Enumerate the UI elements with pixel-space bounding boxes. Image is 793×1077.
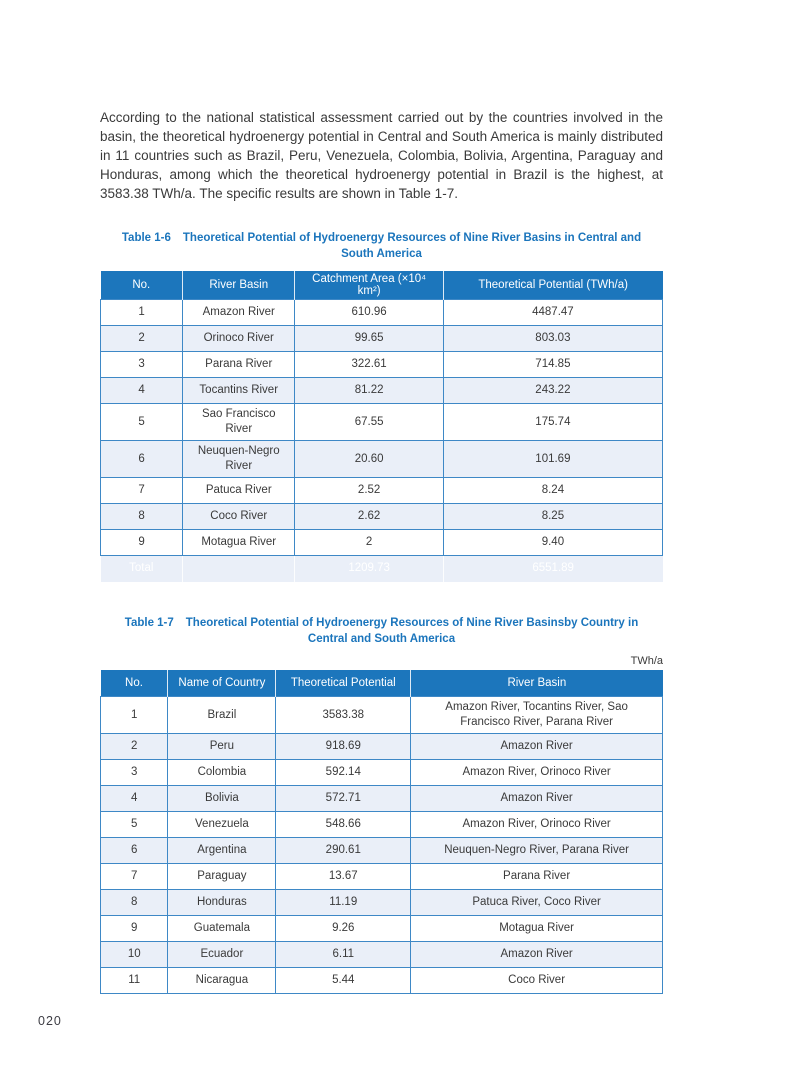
table-cell: Colombia (168, 760, 276, 786)
table-cell: 290.61 (276, 838, 411, 864)
table-cell: Amazon River (183, 300, 295, 326)
table-cell: 5 (101, 812, 168, 838)
page-number: 020 (38, 1014, 62, 1028)
table-1-7-unit-label: TWh/a (630, 654, 663, 667)
column-header: River Basin (183, 271, 295, 300)
table-cell: 2 (295, 530, 443, 556)
table-cell: 7 (101, 478, 183, 504)
table-row (101, 942, 663, 968)
table-cell: 2.52 (295, 478, 443, 504)
table-cell: 2 (101, 326, 183, 352)
total-cell: 1209.73 (295, 556, 443, 582)
table-cell: Coco River (183, 504, 295, 530)
table-row (101, 916, 663, 942)
table-cell: Motagua River (183, 530, 295, 556)
table-cell: Parana River (411, 864, 663, 890)
table-cell: 3583.38 (276, 697, 411, 734)
table-cell: Bolivia (168, 786, 276, 812)
table-row (101, 890, 663, 916)
table-cell: 6 (101, 838, 168, 864)
column-header: Catchment Area (×10⁴ km²) (295, 271, 443, 300)
table-row (101, 504, 663, 530)
table-cell: Patuca River, Coco River (411, 890, 663, 916)
table-cell: 1 (101, 300, 183, 326)
intro-paragraph: According to the national statistical assessment carried out by the countries involved in the basin, the theoretical hydroenergy potential in Central and South America is mainly distributed in 11 countries such as Brazil, Peru, Venezuela, Colombia, Bolivia, Argentina, Paraguay and Honduras, among which the theoretical hydroenergy potential in Brazil is the highest, at 3583.38 TWh/a. The specific results are shown in Table 1-7. (100, 110, 663, 201)
column-header: Theoretical Potential (TWh/a) (443, 271, 662, 300)
table-1-7 (100, 670, 663, 995)
total-cell: Total (101, 556, 183, 582)
table-row (101, 352, 663, 378)
table-row (101, 812, 663, 838)
table-cell: 714.85 (443, 352, 662, 378)
table-row (101, 760, 663, 786)
table-cell: Guatemala (168, 916, 276, 942)
table-cell: 8 (101, 504, 183, 530)
table-cell: 610.96 (295, 300, 443, 326)
table-cell: 175.74 (443, 404, 662, 441)
table-cell: 5 (101, 404, 183, 441)
table-cell: 322.61 (295, 352, 443, 378)
table-cell: 9.40 (443, 530, 662, 556)
table-1-7-caption (100, 615, 663, 647)
table-cell: 572.71 (276, 786, 411, 812)
table-1-7-caption-label: Table 1-7 (124, 616, 174, 629)
total-row (101, 556, 663, 582)
column-header: Theoretical Potential (276, 670, 411, 697)
table-1-6-body (101, 300, 663, 582)
table-cell: Sao Francisco River (183, 404, 295, 441)
table-cell: 918.69 (276, 734, 411, 760)
column-header: No. (101, 271, 183, 300)
table-row (101, 968, 663, 994)
table-cell: Peru (168, 734, 276, 760)
table-1-6-caption-label: Table 1-6 (121, 232, 171, 244)
table-cell: 20.60 (295, 441, 443, 478)
table-cell: Argentina (168, 838, 276, 864)
column-header: Name of Country (168, 670, 276, 697)
table-cell: Amazon River (411, 734, 663, 760)
table-cell: 4 (101, 786, 168, 812)
table-cell: 803.03 (443, 326, 662, 352)
total-cell (183, 556, 295, 582)
table-cell: 81.22 (295, 378, 443, 404)
table-1-6 (100, 271, 663, 582)
table-cell: Amazon River, Tocantins River, Sao Francisco River, Parana River (411, 697, 663, 734)
table-row (101, 300, 663, 326)
table-cell: 5.44 (276, 968, 411, 994)
table-cell: Brazil (168, 697, 276, 734)
table-cell: Venezuela (168, 812, 276, 838)
table-cell: 2.62 (295, 504, 443, 530)
table-cell: Amazon River, Orinoco River (411, 812, 663, 838)
table-cell: Motagua River (411, 916, 663, 942)
table-cell: 6 (101, 441, 183, 478)
table-1-7-caption-title: Theoretical Potential of Hydroenergy Resources of Nine River Basinsby Country in Central and South America (185, 616, 639, 645)
table-cell: 4 (101, 378, 183, 404)
table-cell: Parana River (183, 352, 295, 378)
table-cell: 548.66 (276, 812, 411, 838)
table-cell: 592.14 (276, 760, 411, 786)
table-cell: Amazon River (411, 942, 663, 968)
table-cell: Coco River (411, 968, 663, 994)
column-header: No. (101, 670, 168, 697)
table-cell: 7 (101, 864, 168, 890)
table-row (101, 734, 663, 760)
table-row (101, 697, 663, 734)
page-content (100, 0, 663, 994)
table-cell: Amazon River, Orinoco River (411, 760, 663, 786)
table-row (101, 326, 663, 352)
table-cell: 9 (101, 530, 183, 556)
table-row (101, 478, 663, 504)
table-cell: Patuca River (183, 478, 295, 504)
table-cell: Orinoco River (183, 326, 295, 352)
table-1-6-caption (100, 230, 663, 262)
table-row (101, 404, 663, 441)
table-cell: 1 (101, 697, 168, 734)
table-cell: 3 (101, 760, 168, 786)
table-cell: 11 (101, 968, 168, 994)
table-1-7-body (101, 697, 663, 994)
table-cell: Tocantins River (183, 378, 295, 404)
table-cell: Amazon River (411, 786, 663, 812)
table-cell: 8.24 (443, 478, 662, 504)
table-cell: 13.67 (276, 864, 411, 890)
table-1-6-head (101, 271, 663, 300)
table-cell: Neuquen-Negro River (183, 441, 295, 478)
table-row (101, 378, 663, 404)
table-cell: Paraguay (168, 864, 276, 890)
table-cell: Ecuador (168, 942, 276, 968)
header-row (101, 271, 663, 300)
header-row (101, 670, 663, 697)
table-cell: Neuquen-Negro River, Parana River (411, 838, 663, 864)
table-cell: 4487.47 (443, 300, 662, 326)
table-1-7-head (101, 670, 663, 697)
total-cell: 6551.89 (443, 556, 662, 582)
table-row (101, 441, 663, 478)
table-cell: 11.19 (276, 890, 411, 916)
table-cell: 2 (101, 734, 168, 760)
table-row (101, 786, 663, 812)
table-row (101, 530, 663, 556)
table-row (101, 864, 663, 890)
table-cell: Nicaragua (168, 968, 276, 994)
table-cell: 243.22 (443, 378, 662, 404)
table-cell: 9.26 (276, 916, 411, 942)
table-cell: 99.65 (295, 326, 443, 352)
table-1-6-caption-title: Theoretical Potential of Hydroenergy Resources of Nine River Basins in Central and South America (182, 232, 642, 260)
table-cell: 101.69 (443, 441, 662, 478)
table-cell: Honduras (168, 890, 276, 916)
table-cell: 8 (101, 890, 168, 916)
table-cell: 9 (101, 916, 168, 942)
table-cell: 6.11 (276, 942, 411, 968)
table-cell: 8.25 (443, 504, 662, 530)
table-cell: 67.55 (295, 404, 443, 441)
table-row (101, 838, 663, 864)
column-header: River Basin (411, 670, 663, 697)
table-cell: 3 (101, 352, 183, 378)
table-cell: 10 (101, 942, 168, 968)
